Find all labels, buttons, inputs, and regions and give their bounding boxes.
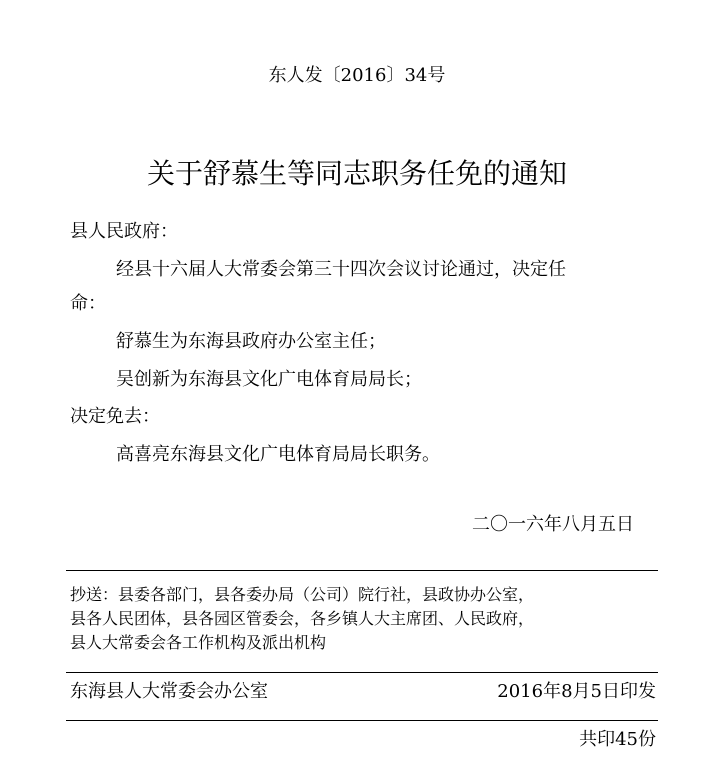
divider-middle xyxy=(66,672,658,673)
document-number: 东人发〔2016〕34号 xyxy=(268,65,446,86)
print-date: 2016年8月5日印发 xyxy=(497,681,656,702)
dismissal-item: 高喜亮东海县文化广电体育局局长职务。 xyxy=(116,444,440,465)
document-title: 关于舒慕生等同志职务任免的通知 xyxy=(146,157,567,190)
addressee: 县人民政府： xyxy=(70,221,178,242)
divider-bottom xyxy=(66,720,658,721)
cc-line: 县人大常委会各工作机构及派出机构 xyxy=(70,633,327,652)
copies-count: 共印45份 xyxy=(579,729,656,750)
divider-top xyxy=(66,570,658,571)
intro-text-line-2: 命： xyxy=(70,293,106,314)
intro-text-line-1: 经县十六届人大常委会第三十四次会议讨论通过，决定任 xyxy=(116,259,566,280)
issuing-office: 东海县人大常委会办公室 xyxy=(70,681,268,702)
appointment-item: 舒慕生为东海县政府办公室主任； xyxy=(116,331,386,352)
cc-line: 县各人民团体，县各园区管委会，各乡镇人大主席团、人民政府， xyxy=(70,609,535,628)
appointment-item: 吴创新为东海县文化广电体育局局长； xyxy=(116,369,422,390)
signature-date: 二〇一六年八月五日 xyxy=(472,514,634,535)
cc-line: 抄送：县委各部门，县各委办局（公司）院行社，县政协办公室， xyxy=(70,585,535,604)
dismissal-heading: 决定免去： xyxy=(70,406,160,427)
